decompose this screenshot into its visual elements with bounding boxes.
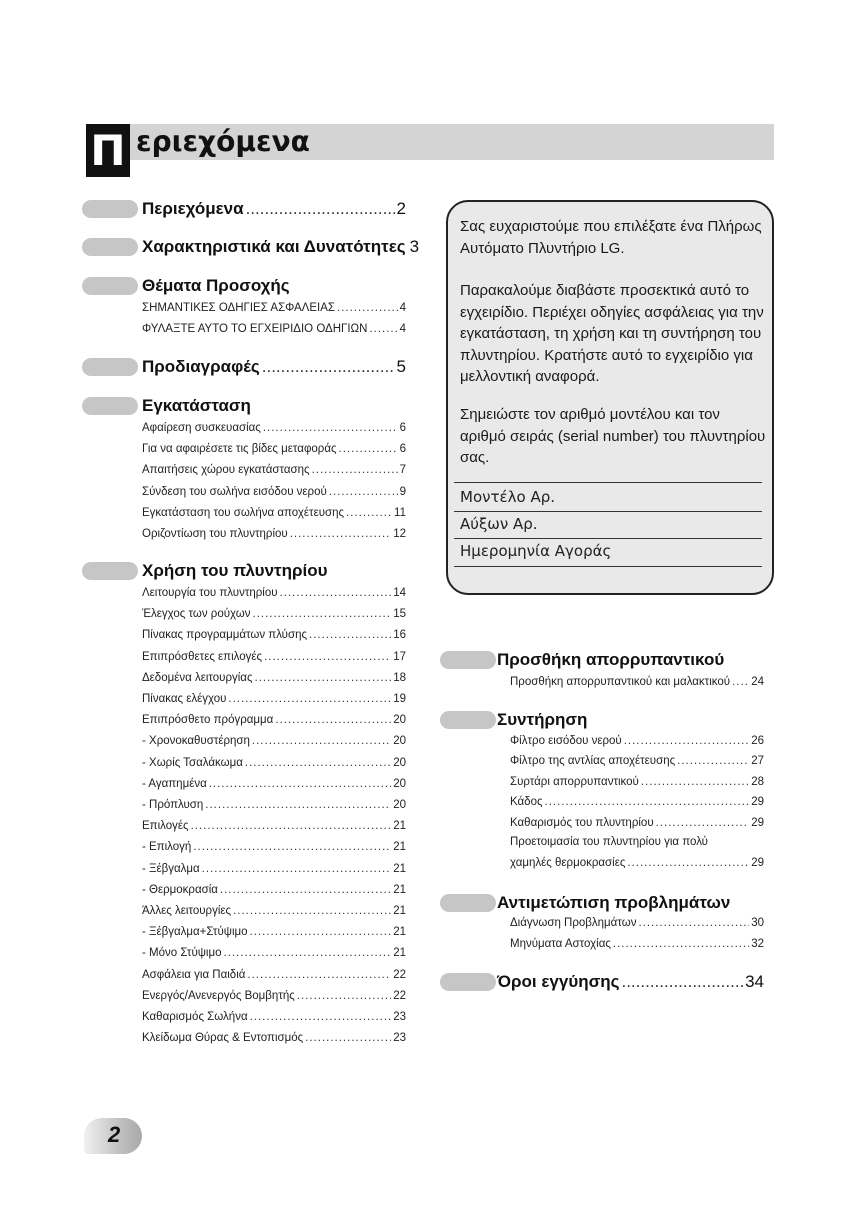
thanks-text: Σας ευχαριστούμε που επιλέξατε ένα Πλήρως Αυτόματο Πλυντήριο LG. (460, 218, 762, 257)
instructions-text: Παρακαλούμε διαβάστε προσεκτικά αυτό το εγχειρίδιο. Περιέχει οδηγίες ασφάλειας για την εγκατάσταση, τη χρήση και τη συντήρηση του πλυντηρίου. Κρατήστε αυτό το εγχειρίδιο για μελλοντική αναφορά. (460, 282, 764, 385)
toc-entry-warranty[interactable]: Όροι εγγύησης ..... 34 (497, 972, 764, 992)
toc-entry[interactable]: ΦΥΛΑΞΤΕ ΑΥΤΟ ΤΟ ΕΓΧΕΙΡΙΔΙΟ ΟΔΗΓΙΩΝ ..... 4 (142, 323, 406, 335)
section-title-usage: Χρήση του πλυντηρίου (142, 561, 328, 580)
purchase-date-field[interactable]: Ημερομηνία Αγοράς (460, 542, 612, 560)
record-note-text: Σημειώστε τον αριθμό μοντέλου και τον αριθμό σειράς (serial number) του πλυντηρίου σας. (460, 406, 766, 466)
section-title-maintenance: Συντήρηση (497, 710, 588, 729)
toc-entry[interactable]: Απαιτήσεις χώρου εγκατάστασης ..... 7 (142, 464, 406, 476)
toc-entry[interactable]: - Ξέβγαλμα ..... 21 (142, 863, 406, 875)
toc-entry[interactable]: - Ξέβγαλμα+Στύψιμο ..... 21 (142, 926, 406, 938)
section-title-troubleshooting: Αντιμετώπιση προβλημάτων (497, 893, 731, 912)
toc-entry[interactable]: Κλείδωμα Θύρας & Εντοπισμός ..... 23 (142, 1032, 406, 1044)
section-title-detergent: Προσθήκη απορρυπαντικού (497, 650, 725, 669)
section-marker (440, 894, 496, 912)
toc-entry[interactable]: Εγκατάσταση του σωλήνα αποχέτευσης ..... 11 (142, 507, 406, 519)
toc-entry[interactable]: - Μόνο Στύψιμο ..... 21 (142, 947, 406, 959)
toc-entry[interactable]: Καθαρισμός Σωλήνα ..... 23 (142, 1011, 406, 1023)
section-marker (82, 358, 138, 376)
toc-entry[interactable]: - Χωρίς Τσαλάκωμα ..... 20 (142, 757, 406, 769)
toc-entry[interactable]: - Θερμοκρασία ..... 21 (142, 884, 406, 896)
toc-entry[interactable]: - Χρονοκαθυστέρηση ..... 20 (142, 735, 406, 747)
toc-entry[interactable]: Αφαίρεση συσκευασίας ..... 6 (142, 422, 406, 434)
toc-entry[interactable]: Επιλογές ..... 21 (142, 820, 406, 832)
toc-entry[interactable]: Άλλες λειτουργίες ..... 21 (142, 905, 406, 917)
toc-entry[interactable]: Πίνακας προγραμμάτων πλύσης ..... 16 (142, 629, 406, 641)
toc-entry[interactable]: Κάδος ..... 29 (510, 796, 764, 808)
toc-entry[interactable]: χαμηλές θερμοκρασίες ..... 29 (510, 857, 764, 869)
section-marker (82, 562, 138, 580)
toc-entry[interactable]: - Αγαπημένα ..... 20 (142, 778, 406, 790)
section-title-caution: Θέματα Προσοχής (142, 276, 290, 295)
toc-entry[interactable]: Επιπρόσθετες επιλογές ..... 17 (142, 651, 406, 663)
field-divider (454, 538, 762, 539)
section-marker (440, 973, 496, 991)
toc-entry[interactable]: Πίνακας ελέγχου ..... 19 (142, 693, 406, 705)
toc-entry[interactable]: Συρτάρι απορρυπαντικού ..... 28 (510, 776, 764, 788)
section-marker (82, 277, 138, 295)
toc-entry: Προετοιμασία του πλυντηρίου για πολύ (510, 836, 708, 848)
field-divider (454, 482, 762, 483)
toc-entry[interactable]: ΣΗΜΑΝΤΙΚΕΣ ΟΔΗΓΙΕΣ ΑΣΦΑΛΕΙΑΣ ..... 4 (142, 302, 406, 314)
toc-entry[interactable]: Προσθήκη απορρυπαντικού και μαλακτικού ..... 24 (510, 676, 764, 688)
section-marker (82, 238, 138, 256)
section-marker (440, 711, 496, 729)
toc-entry[interactable]: Καθαρισμός του πλυντηρίου ..... 29 (510, 817, 764, 829)
toc-entry[interactable]: Φίλτρο εισόδου νερού ..... 26 (510, 735, 764, 747)
section-marker (440, 651, 496, 669)
toc-entry[interactable]: - Πρόπλυση ..... 20 (142, 799, 406, 811)
section-marker (82, 397, 138, 415)
toc-entry[interactable]: Φίλτρο της αντλίας αποχέτευσης ..... 27 (510, 755, 764, 767)
toc-entry[interactable]: Ασφάλεια για Παιδιά ..... 22 (142, 969, 406, 981)
toc-entry[interactable]: Δεδομένα λειτουργίας ..... 18 (142, 672, 406, 684)
page-title: εριεχόμενα (136, 125, 310, 158)
toc-entry[interactable]: Ενεργός/Ανενεργός Βομβητής ..... 22 (142, 990, 406, 1002)
header-initial-letter: Π (86, 124, 130, 177)
page-number: 2 (108, 1122, 121, 1147)
section-marker (82, 200, 138, 218)
model-number-field[interactable]: Μοντέλο Αρ. (460, 488, 556, 506)
toc-entry[interactable]: Σύνδεση του σωλήνα εισόδου νερού ..... 9 (142, 486, 406, 498)
toc-entry-contents[interactable]: Περιεχόμενα ..... 2 (142, 199, 406, 219)
toc-entry[interactable]: Διάγνωση Προβλημάτων ..... 30 (510, 917, 764, 929)
toc-entry[interactable]: Οριζοντίωση του πλυντηρίου ..... 12 (142, 528, 406, 540)
toc-entry-features[interactable]: Χαρακτηριστικά και Δυνατότητες 3 (142, 237, 420, 256)
toc-entry[interactable]: Επιπρόσθετο πρόγραμμα ..... 20 (142, 714, 406, 726)
serial-number-field[interactable]: Αύξων Αρ. (460, 515, 538, 533)
toc-entry[interactable]: - Επιλογή ..... 21 (142, 841, 406, 853)
field-divider (454, 511, 762, 512)
toc-entry-specs[interactable]: Προδιαγραφές ..... 5 (142, 357, 406, 377)
section-title-install: Εγκατάσταση (142, 396, 251, 415)
info-box (446, 200, 774, 595)
toc-entry[interactable]: Μηνύματα Αστοχίας ..... 32 (510, 938, 764, 950)
toc-entry[interactable]: Για να αφαιρέσετε τις βίδες μεταφοράς ..... 6 (142, 443, 406, 455)
toc-entry[interactable]: Λειτουργία του πλυντηρίου ..... 14 (142, 587, 406, 599)
field-divider (454, 566, 762, 567)
toc-entry[interactable]: Έλεγχος των ρούχων ..... 15 (142, 608, 406, 620)
